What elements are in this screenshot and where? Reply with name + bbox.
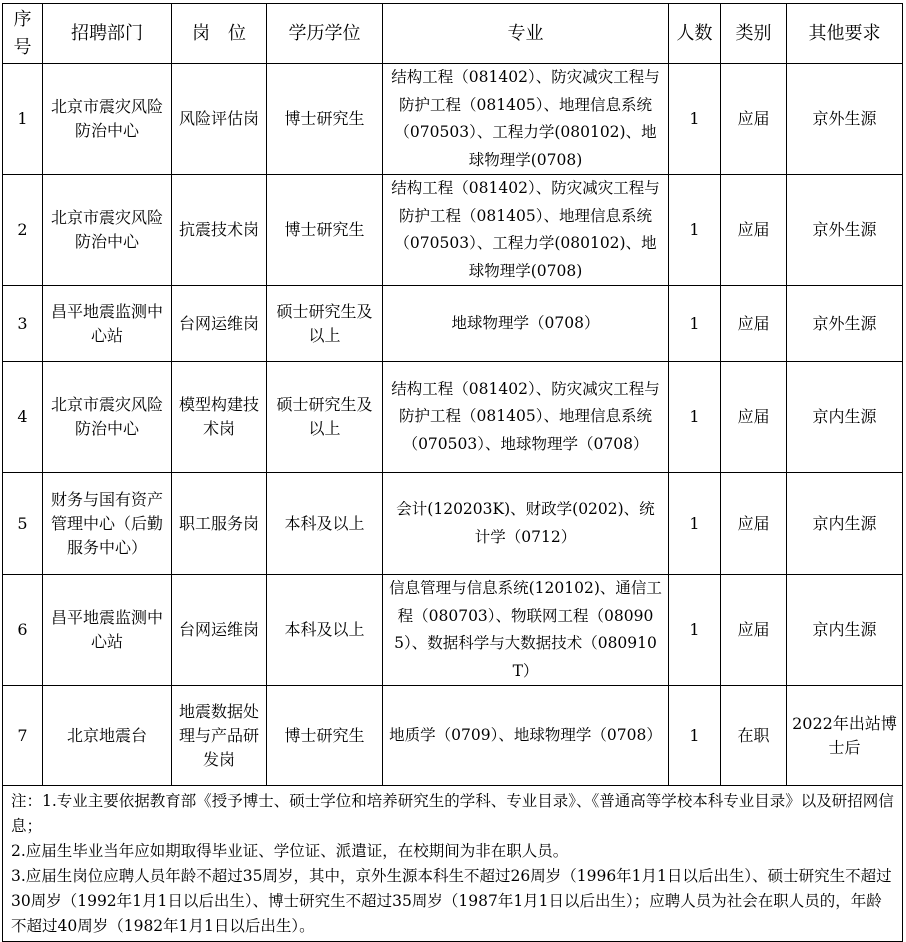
notes-cell bbox=[3, 786, 903, 942]
cell-major: 结构工程（081402）、防灾减灾工程与防护工程（081405）、地理信息系统（070503）、工程力学(080102)、地球物理学(0708) bbox=[383, 64, 669, 175]
header-type: 类别 bbox=[721, 4, 787, 64]
header-row bbox=[3, 4, 903, 64]
cell-other: 京内生源 bbox=[787, 362, 903, 473]
table-row bbox=[3, 286, 903, 362]
header-edu: 学历学位 bbox=[267, 4, 383, 64]
note-1: 注：1.专业主要依据教育部《授予博士、硕士学位和培养研究生的学科、专业目录》、《普通高等学校本科专业目录》以及研招网信息； bbox=[11, 792, 894, 835]
cell-other: 2022年出站博士后 bbox=[787, 686, 903, 786]
cell-edu: 硕士研究生及以上 bbox=[267, 286, 383, 362]
cell-no: 6 bbox=[3, 575, 43, 686]
cell-dept: 昌平地震监测中心站 bbox=[43, 286, 172, 362]
table-row bbox=[3, 362, 903, 473]
cell-major: 地质学（0709）、地球物理学（0708） bbox=[383, 686, 669, 786]
cell-dept: 北京市震灾风险防治中心 bbox=[43, 64, 172, 175]
recruitment-table bbox=[2, 3, 903, 942]
cell-no: 7 bbox=[3, 686, 43, 786]
cell-edu: 硕士研究生及以上 bbox=[267, 362, 383, 473]
cell-no: 2 bbox=[3, 175, 43, 286]
cell-major: 信息管理与信息系统(120102)、通信工程（080703）、物联网工程（080905）、数据科学与大数据技术（080910T） bbox=[383, 575, 669, 686]
cell-edu: 博士研究生 bbox=[267, 64, 383, 175]
cell-no: 4 bbox=[3, 362, 43, 473]
cell-no: 5 bbox=[3, 473, 43, 575]
cell-dept: 北京地震台 bbox=[43, 686, 172, 786]
cell-type: 应届 bbox=[721, 362, 787, 473]
cell-count: 1 bbox=[669, 473, 721, 575]
cell-type: 在职 bbox=[721, 686, 787, 786]
cell-other: 京外生源 bbox=[787, 286, 903, 362]
cell-count: 1 bbox=[669, 175, 721, 286]
header-major: 专业 bbox=[383, 4, 669, 64]
table-row bbox=[3, 473, 903, 575]
cell-dept: 财务与国有资产管理中心（后勤服务中心） bbox=[43, 473, 172, 575]
cell-type: 应届 bbox=[721, 286, 787, 362]
cell-other: 京外生源 bbox=[787, 64, 903, 175]
cell-type: 应届 bbox=[721, 575, 787, 686]
cell-dept: 北京市震灾风险防治中心 bbox=[43, 175, 172, 286]
note-2: 2.应届生毕业当年应如期取得毕业证、学位证、派遣证，在校期间为非在职人员。 bbox=[11, 842, 569, 860]
cell-post: 模型构建技术岗 bbox=[172, 362, 267, 473]
notes-row bbox=[3, 786, 903, 942]
cell-post: 抗震技术岗 bbox=[172, 175, 267, 286]
cell-post: 台网运维岗 bbox=[172, 575, 267, 686]
table-row bbox=[3, 64, 903, 175]
cell-count: 1 bbox=[669, 64, 721, 175]
cell-count: 1 bbox=[669, 362, 721, 473]
cell-post: 地震数据处理与产品研发岗 bbox=[172, 686, 267, 786]
cell-type: 应届 bbox=[721, 175, 787, 286]
cell-major: 结构工程（081402）、防灾减灾工程与防护工程（081405）、地理信息系统（070503）、地球物理学（0708） bbox=[383, 362, 669, 473]
cell-count: 1 bbox=[669, 575, 721, 686]
cell-edu: 本科及以上 bbox=[267, 575, 383, 686]
cell-no: 3 bbox=[3, 286, 43, 362]
cell-type: 应届 bbox=[721, 64, 787, 175]
cell-post: 风险评估岗 bbox=[172, 64, 267, 175]
cell-major: 地球物理学（0708） bbox=[383, 286, 669, 362]
note-3: 3.应届生岗位应聘人员年龄不超过35周岁，其中，京外生源本科生不超过26周岁（1996年1月1日以后出生）、硕士研究生不超过30周岁（1992年1月1日以后出生）、博士研究生不超过35周岁（1987年1月1日以后出生）；应聘人员为社会在职人员的，年龄不超过40周岁（1982年1月1日以后出生）。 bbox=[11, 867, 892, 935]
table-row bbox=[3, 575, 903, 686]
header-count: 人数 bbox=[669, 4, 721, 64]
cell-edu: 本科及以上 bbox=[267, 473, 383, 575]
cell-other: 京内生源 bbox=[787, 473, 903, 575]
table-row bbox=[3, 175, 903, 286]
header-post: 岗 位 bbox=[172, 4, 267, 64]
cell-no: 1 bbox=[3, 64, 43, 175]
cell-type: 应届 bbox=[721, 473, 787, 575]
cell-dept: 昌平地震监测中心站 bbox=[43, 575, 172, 686]
cell-count: 1 bbox=[669, 686, 721, 786]
cell-post: 台网运维岗 bbox=[172, 286, 267, 362]
header-other: 其他要求 bbox=[787, 4, 903, 64]
cell-other: 京内生源 bbox=[787, 575, 903, 686]
cell-major: 结构工程（081402）、防灾减灾工程与防护工程（081405）、地理信息系统（070503）、工程力学(080102)、地球物理学(0708) bbox=[383, 175, 669, 286]
cell-dept: 北京市震灾风险防治中心 bbox=[43, 362, 172, 473]
header-no: 序号 bbox=[3, 4, 43, 64]
cell-edu: 博士研究生 bbox=[267, 175, 383, 286]
cell-edu: 博士研究生 bbox=[267, 686, 383, 786]
header-dept: 招聘部门 bbox=[43, 4, 172, 64]
cell-post: 职工服务岗 bbox=[172, 473, 267, 575]
cell-major: 会计(120203K)、财政学(0202)、统计学（0712） bbox=[383, 473, 669, 575]
table-row bbox=[3, 686, 903, 786]
cell-count: 1 bbox=[669, 286, 721, 362]
cell-other: 京外生源 bbox=[787, 175, 903, 286]
